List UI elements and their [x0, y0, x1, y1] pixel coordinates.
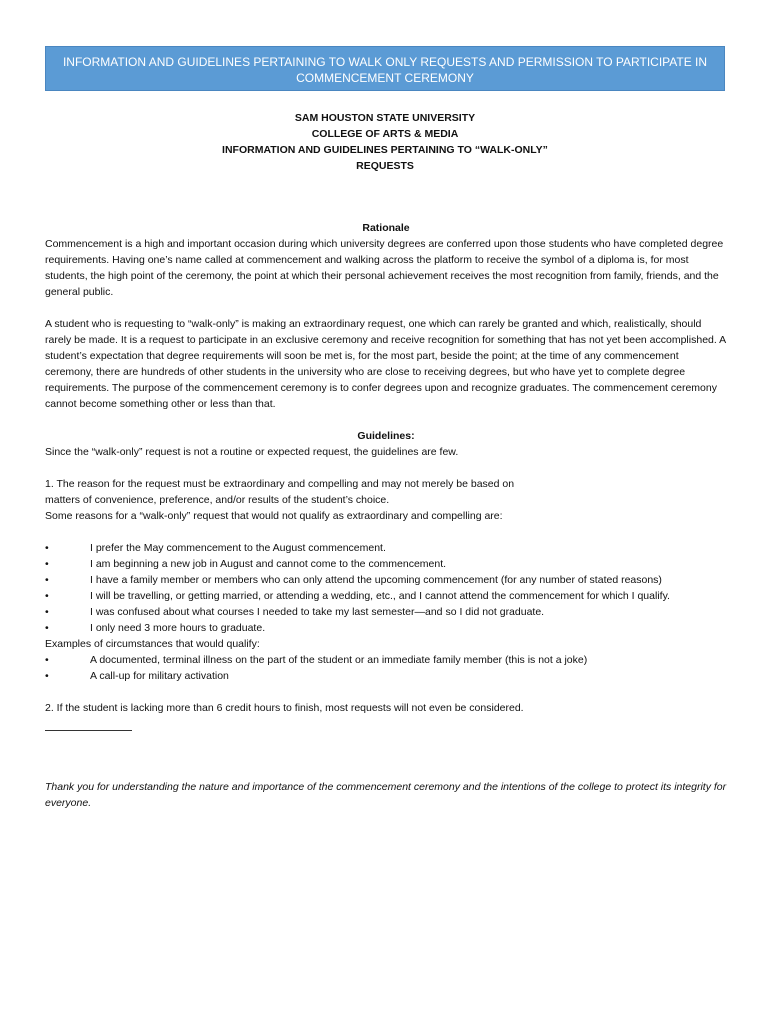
bullet-icon: • — [45, 654, 49, 666]
rationale-paragraph-2: A student who is requesting to “walk-only” is making an extraordinary request, one which can rarely be granted and which, realistically, should rarely be made. It is a request to participate in an exclusive ceremony and receive recognition for something that has not yet been accomplished. A student’s expectation that degree requirements will soon be met is, for the most part, beside the point; at the time of any commencement ceremony, there are hundreds of other students in the university who are close to receiving degrees, but who have yet to complete degree requirements. The purpose of the commencement ceremony is to confer degrees upon and recognize graduates. The commencement ceremony cannot become something other or less than that. — [45, 318, 726, 410]
document-header — [45, 110, 725, 174]
qualifying-intro: Examples of circumstances that would qualify: — [45, 638, 260, 650]
list-item: • I have a family member or members who can only attend the upcoming commencement (for any number of stated reasons) — [45, 574, 662, 586]
list-item: • I will be travelling, or getting married, or attending a wedding, etc., and I cannot attend the commencement for which I qualify. — [45, 590, 670, 602]
document-title-line-1: INFORMATION AND GUIDELINES PERTAINING TO “WALK-ONLY” — [222, 144, 548, 156]
guideline-2: 2. If the student is lacking more than 6 credit hours to finish, most requests will not even be considered. — [45, 702, 524, 714]
banner-line-1: INFORMATION AND GUIDELINES PERTAINING TO WALK ONLY REQUESTS AND PERMISSION TO PARTICIPATE IN — [62, 55, 708, 69]
list-item: • A call-up for military activation — [45, 670, 229, 682]
bullet-icon: • — [45, 670, 49, 682]
list-item: • I prefer the May commencement to the August commencement. — [45, 542, 386, 554]
list-item: • I only need 3 more hours to graduate. — [45, 622, 266, 634]
list-item: • I was confused about what courses I needed to take my last semester—and so I did not graduate. — [45, 606, 545, 618]
guideline-1-line-3: Some reasons for a “walk-only” request that would not qualify as extraordinary and compelling are: — [45, 510, 503, 522]
closing-note: Thank you for understanding the nature and importance of the commencement ceremony and the intentions of the college to protect its integrity for everyone. — [45, 781, 727, 809]
list-item: • A documented, terminal illness on the part of the student or an immediate family member (this is not a joke) — [45, 654, 588, 666]
bullet-icon: • — [45, 542, 49, 554]
footnote-divider — [45, 730, 132, 731]
bullet-icon: • — [45, 558, 49, 570]
university-name: SAM HOUSTON STATE UNIVERSITY — [294, 112, 476, 124]
bullet-icon: • — [45, 574, 49, 586]
guidelines-intro: Since the “walk-only” request is not a routine or expected request, the guidelines are few. — [45, 446, 459, 458]
guidelines-heading: Guidelines: — [357, 430, 415, 442]
title-banner — [45, 46, 725, 91]
list-item: • I am beginning a new job in August and cannot come to the commencement. — [45, 558, 447, 570]
bullet-icon: • — [45, 606, 49, 618]
bullet-icon: • — [45, 590, 49, 602]
guideline-1-line-2: matters of convenience, preference, and/or results of the student’s choice. — [45, 494, 390, 506]
rationale-paragraph-1: Commencement is a high and important occasion during which university degrees are conferred upon those students who have completed degree requirements. Having one’s name called at commencement and walking across the platform to receive the symbol of a diploma is, for most students, the high point of the ceremony, the point at which their personal achievement receives the most recognition from family, friends, and the general public. — [45, 238, 724, 298]
banner-line-2: COMMENCEMENT CEREMONY — [296, 71, 474, 85]
document-body — [45, 220, 727, 811]
document-title-line-2: REQUESTS — [356, 160, 414, 172]
bullet-icon: • — [45, 622, 49, 634]
college-name: COLLEGE OF ARTS & MEDIA — [311, 128, 459, 140]
rationale-heading: Rationale — [362, 222, 410, 234]
guideline-1-line-1: 1. The reason for the request must be extraordinary and compelling and may not merely be based on — [45, 478, 515, 490]
